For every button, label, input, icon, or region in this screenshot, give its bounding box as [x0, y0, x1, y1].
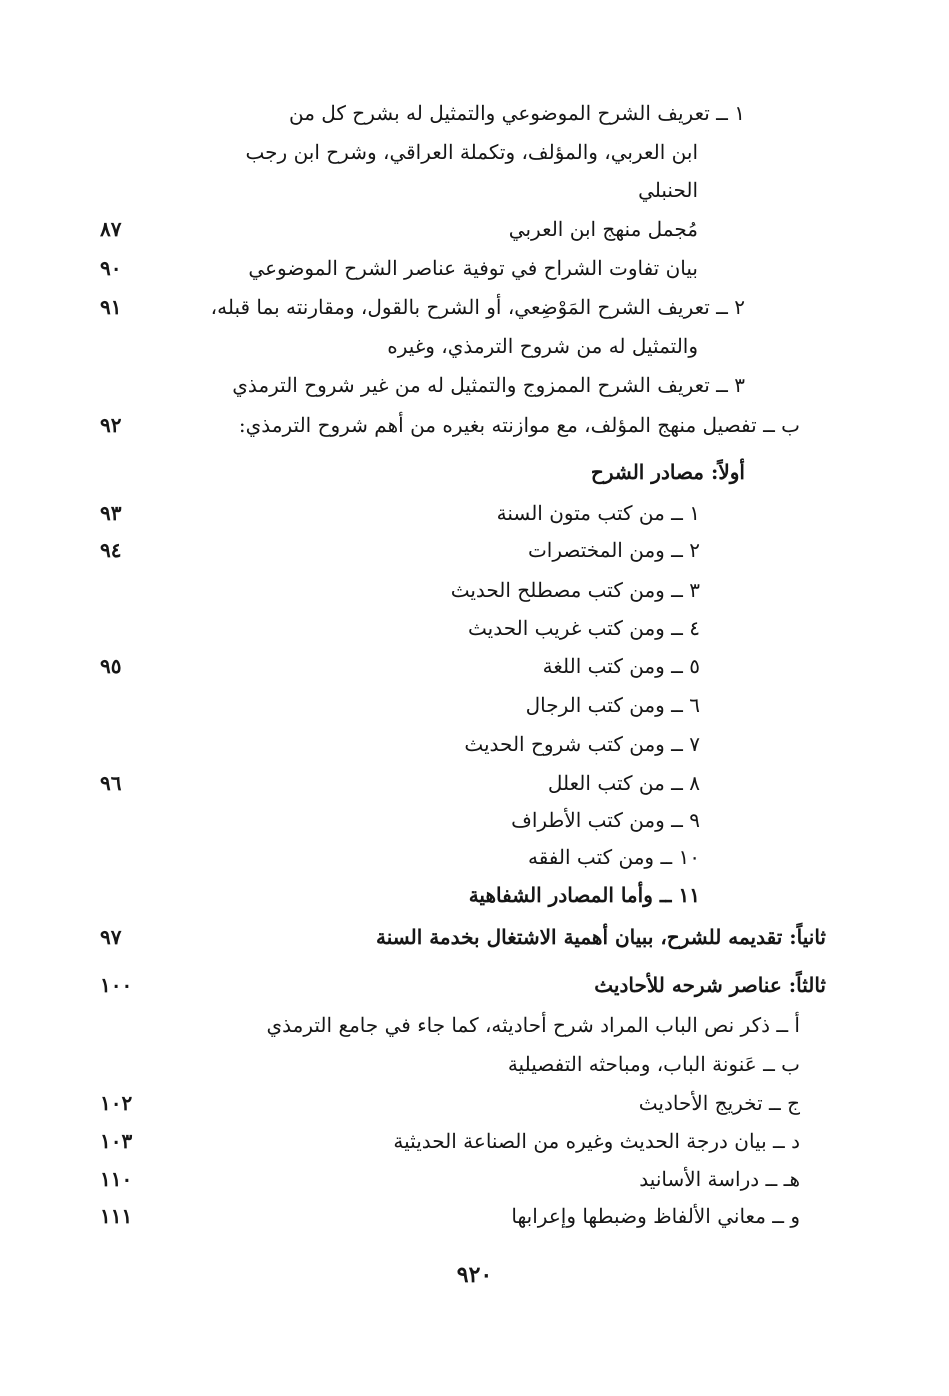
toc-entry-page: ١٠٢ — [100, 1091, 133, 1115]
page-number: ٩٢٠ — [456, 1262, 493, 1288]
toc-entry-title: ب ــ تفصيل منهج المؤلف، مع موازنته بغيره من أهم شروح الترمذي: — [238, 413, 800, 437]
toc-entry-title: ١٠ ــ ومن كتب الفقه — [527, 845, 700, 869]
toc-entry-title: ثانياً: تقديمه للشرح، ببيان أهمية الاشتغال بخدمة السنة — [376, 925, 826, 949]
toc-entry-title: مُجمل منهج ابن العربي — [508, 217, 698, 241]
toc-entry — [0, 1006, 949, 1044]
toc-entry-page: ٩١ — [100, 295, 122, 319]
toc-entry-title: د ــ بيان درجة الحديث وغيره من الصناعة الحديثية — [393, 1129, 800, 1153]
toc-entry — [0, 918, 949, 956]
toc-entry-page: ٩٧ — [100, 925, 122, 949]
toc-entry-title: ٨ ــ من كتب العلل — [547, 771, 700, 795]
toc-entry — [0, 249, 949, 287]
toc-entry — [0, 764, 949, 802]
toc-entry — [0, 531, 949, 569]
toc-entry-page: ٩٤ — [100, 538, 122, 562]
toc-entry — [0, 966, 949, 1004]
toc-entry — [0, 1045, 949, 1083]
toc-entry — [0, 1122, 949, 1160]
toc-entry-title: ٣ ــ تعريف الشرح الممزوج والتمثيل له من غير شروح الترمذي — [232, 373, 745, 397]
toc-entry-title: ٩ ــ ومن كتب الأطراف — [511, 808, 700, 832]
toc-entry — [0, 366, 949, 404]
toc-entry-title: أولاً: مصادر الشرح — [590, 460, 745, 484]
toc-entry-title: ٥ ــ ومن كتب اللغة — [542, 654, 700, 678]
toc-entry — [0, 288, 949, 326]
toc-entry — [0, 133, 949, 171]
toc-entry-page: ١٠٠ — [100, 973, 133, 997]
toc-entry-page: ٨٧ — [100, 217, 122, 241]
toc-entry-page: ١١٠ — [100, 1167, 133, 1191]
toc-entry — [0, 453, 949, 491]
toc-entry-title: ١ ــ تعريف الشرح الموضوعي والتمثيل له بشرح كل من — [288, 101, 745, 125]
toc-entry — [0, 210, 949, 248]
toc-entry — [0, 686, 949, 724]
toc-entry-title: ثالثاً: عناصر شرحه للأحاديث — [594, 973, 826, 997]
toc-entry-title: أ ــ ذكر نص الباب المراد شرح أحاديثه، كما جاء في جامع الترمذي — [266, 1013, 800, 1037]
toc-entry — [0, 801, 949, 839]
toc-entry-page: ٩٦ — [100, 771, 122, 795]
toc-entry-title: ١١ ــ وأما المصادر الشفاهية — [468, 883, 700, 907]
toc-entry — [0, 406, 949, 444]
toc-entry — [0, 838, 949, 876]
toc-entry — [0, 1160, 949, 1198]
toc-entry-title: ابن العربي، والمؤلف، وتكملة العراقي، وشرح ابن رجب — [245, 140, 698, 164]
toc-entry — [0, 171, 949, 209]
toc-entry — [0, 609, 949, 647]
toc-entry-title: ٤ ــ ومن كتب غريب الحديث — [467, 616, 700, 640]
toc-entry-title: ب ــ عَنونة الباب، ومباحثه التفصيلية — [507, 1052, 800, 1076]
toc-entry-page: ١١١ — [100, 1204, 133, 1228]
toc-entry-title: ٢ ــ تعريف الشرح المَوْضِعي، أو الشرح بالقول، ومقارنته بما قبله، — [210, 295, 745, 319]
toc-entry-page: ٩٥ — [100, 654, 122, 678]
toc-entry — [0, 876, 949, 914]
toc-entry — [0, 647, 949, 685]
toc-entry — [0, 94, 949, 132]
toc-entry-title: والتمثيل له من شروح الترمذي، وغيره — [387, 334, 698, 358]
toc-entry — [0, 1084, 949, 1122]
toc-entry-title: ١ ــ من كتب متون السنة — [496, 501, 700, 525]
toc-entry-title: ٣ ــ ومن كتب مصطلح الحديث — [450, 578, 700, 602]
toc-entry — [0, 494, 949, 532]
toc-entry-title: ٢ ــ ومن المختصرات — [527, 538, 700, 562]
toc-entry — [0, 327, 949, 365]
toc-entry — [0, 1197, 949, 1235]
toc-entry-title: بيان تفاوت الشراح في توفية عناصر الشرح الموضوعي — [248, 256, 698, 280]
toc-entry-page: ٩٣ — [100, 501, 122, 525]
toc-entry-title: ٧ ــ ومن كتب شروح الحديث — [464, 732, 700, 756]
toc-entry-title: ج ــ تخريج الأحاديث — [638, 1091, 800, 1115]
toc-entry-page: ١٠٣ — [100, 1129, 133, 1153]
toc-entry-title: الحنبلي — [638, 178, 698, 202]
toc-entry-page: ٩٠ — [100, 256, 122, 280]
toc-entry-title: ٦ ــ ومن كتب الرجال — [525, 693, 700, 717]
toc-entry-title: و ــ معاني الألفاظ وضبطها وإعرابها — [511, 1204, 800, 1228]
toc-entry — [0, 725, 949, 763]
toc-entry-page: ٩٢ — [100, 413, 122, 437]
toc-entry-title: هـ ــ دراسة الأسانيد — [639, 1167, 800, 1191]
toc-entry — [0, 571, 949, 609]
